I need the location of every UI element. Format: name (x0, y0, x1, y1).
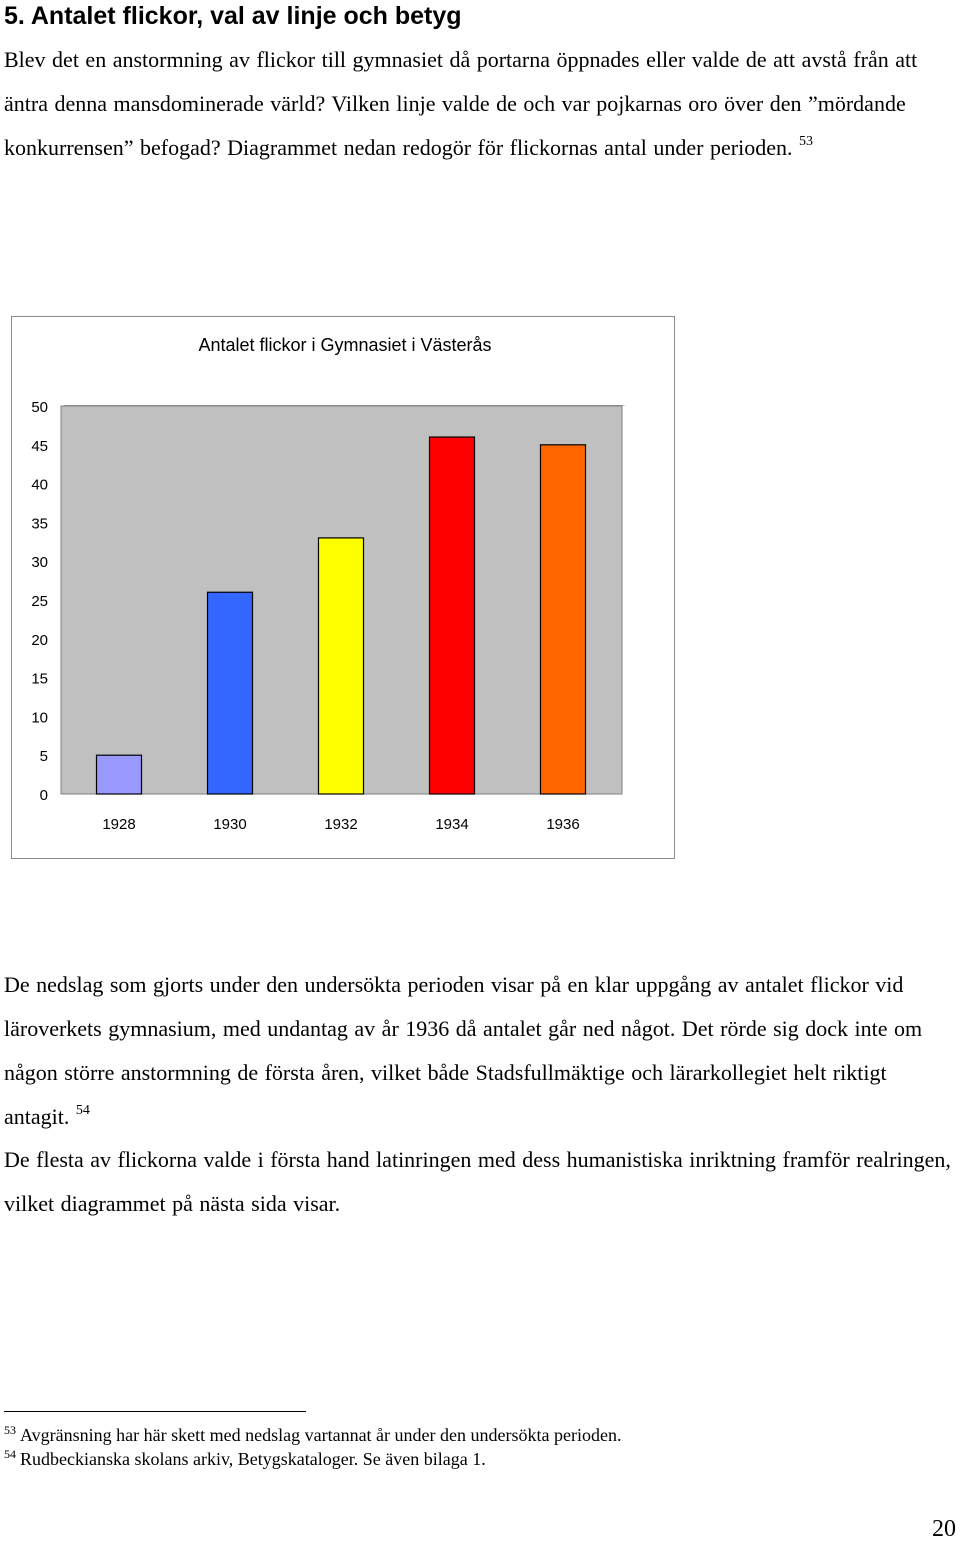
bar-1932 (319, 538, 364, 794)
y-tick-label: 5 (39, 748, 48, 766)
footnote-text: Avgränsning har här skett med nedslag vartannat år under den undersökta perioden. (20, 1425, 622, 1445)
body-paragraph-1 (4, 963, 954, 1143)
y-tick-label: 25 (31, 593, 48, 610)
bar-1930 (208, 592, 253, 794)
x-tick-label: 1928 (102, 816, 136, 833)
y-tick-label: 35 (31, 515, 48, 533)
y-tick-label: 40 (31, 476, 48, 494)
y-tick-label: 0 (39, 787, 48, 804)
intro-paragraph (4, 38, 954, 174)
footnote-54 (4, 1447, 486, 1473)
y-tick-label: 20 (31, 631, 48, 649)
body-paragraph-1-text: De nedslag som gjorts under den undersökta perioden visar på en klar uppgång av antalet flickor vid läroverkets gymnasium, med undantag av år 1936 då antalet går ned något. Det rörde sig dock inte om någon större anstormning de första åren, vilket både Stadsfullmäktige och lärarkollegiet helt riktigt antagit. (4, 972, 923, 1129)
footnote-text: Rudbeckianska skolans arkiv, Betygskataloger. Se även bilaga 1. (20, 1449, 486, 1469)
intro-text: Blev det en anstormning av flickor till gymnasiet då portarna öppnades eller valde de att avstå från att äntra denna mansdominerade värld? Vilken linje valde de och var pojkarnas oro över den ”mördande konkurrensen” befogad? Diagrammet nedan redogör för flickornas antal under perioden. (4, 47, 918, 160)
page-number: 20 (932, 1516, 956, 1542)
bar-chart (11, 316, 675, 859)
footnote-53 (4, 1423, 621, 1449)
y-tick-label: 45 (31, 437, 48, 455)
footnote-number: 53 (4, 1423, 16, 1437)
footnote-ref-54[interactable]: 54 (75, 1103, 90, 1118)
y-tick-label: 50 (31, 399, 48, 416)
y-tick-label: 15 (31, 670, 48, 688)
bar-1928 (97, 755, 142, 794)
y-tick-label: 30 (31, 554, 48, 572)
footnote-divider (4, 1411, 306, 1412)
chart-canvas (12, 317, 676, 860)
x-tick-label: 1930 (213, 816, 247, 833)
footnote-number: 54 (4, 1447, 16, 1461)
section-heading: 5. Antalet flickor, val av linje och betyg (4, 2, 462, 30)
footnote-ref-53[interactable]: 53 (798, 134, 813, 149)
bar-1936 (541, 445, 586, 794)
body-paragraph-2: De flesta av flickorna valde i första hand latinringen med dess humanistiska inriktning framför realringen, vilket diagrammet på nästa sida visar. (4, 1147, 951, 1216)
chart-title: Antalet flickor i Gymnasiet i Västerås (198, 335, 492, 355)
y-tick-label: 10 (31, 709, 48, 727)
x-tick-label: 1934 (435, 816, 469, 833)
x-tick-label: 1932 (324, 816, 358, 833)
bar-1934 (430, 437, 475, 794)
x-tick-label: 1936 (546, 816, 580, 833)
